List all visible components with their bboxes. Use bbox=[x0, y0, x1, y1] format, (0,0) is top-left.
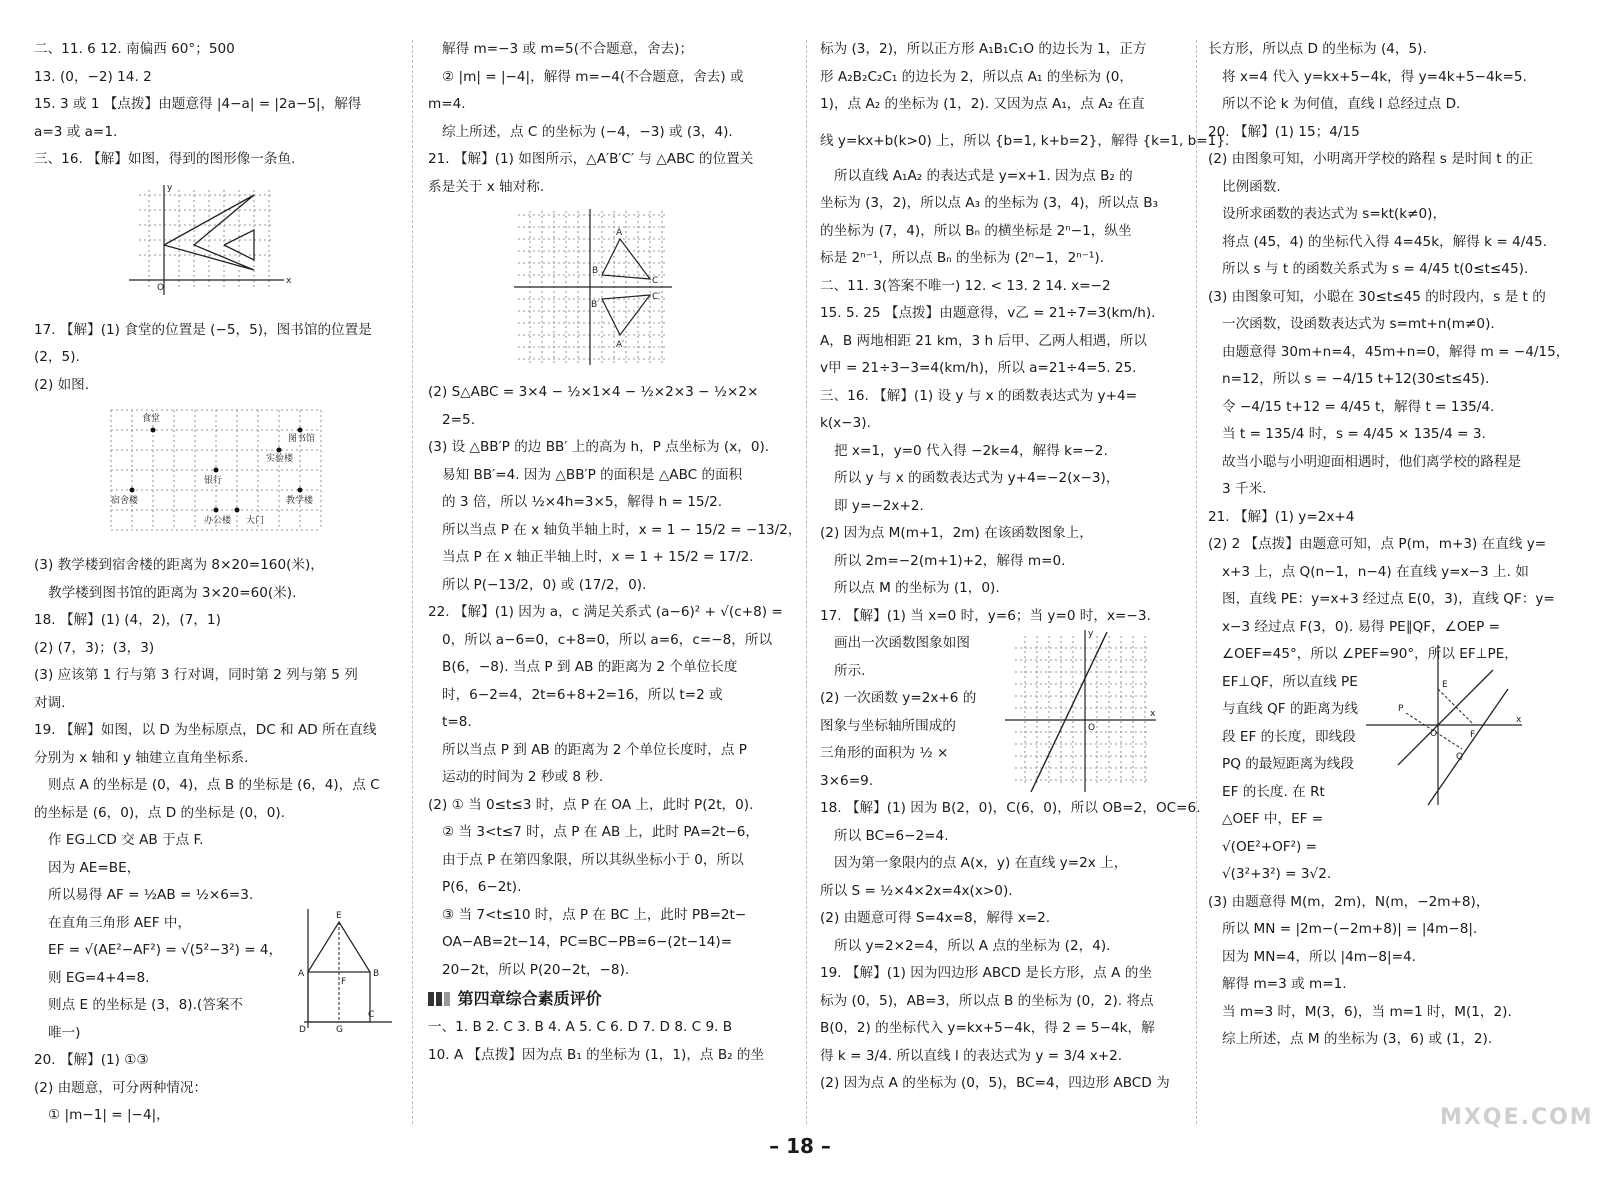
answer-line: 三、16. 【解】(1) 设 y 与 x 的函数表达式为 y+4= bbox=[820, 387, 1137, 404]
svg-text:x: x bbox=[1516, 714, 1522, 725]
answer-line: √(3²+3²) = 3√2. bbox=[1222, 866, 1332, 882]
triangle-reflection-figure bbox=[428, 207, 798, 371]
fig-label: B bbox=[373, 969, 380, 979]
answer-line: 标为 (0，5)，AB=3，所以点 B 的坐标为 (0，2). 将点 bbox=[820, 992, 1154, 1009]
answer-line: 教学楼到图书馆的距离为 3×20=60(米). bbox=[48, 584, 297, 601]
answer-line: 18. 【解】(1) (4，2)，(7，1) bbox=[34, 612, 221, 628]
answer-line: 得 k = 3/4. 所以直线 l 的表达式为 y = 3/4 x+2. bbox=[820, 1047, 1123, 1064]
answer-line: 当点 P 在 x 轴正半轴上时，x = 1 + 15/2 = 17/2. bbox=[442, 549, 754, 565]
answer-line: 对调. bbox=[34, 694, 66, 711]
answer-line: 21. 【解】(1) y=2x+4 bbox=[1208, 508, 1355, 525]
answer-line: ① |m−1| = |−4|， bbox=[48, 1107, 170, 1123]
column-2 bbox=[428, 36, 802, 1069]
answer-line: 20. 【解】(1) 15；4/15 bbox=[1208, 123, 1360, 140]
answer-line: (2) 由题意可得 S=4x=8，解得 x=2. bbox=[820, 910, 1051, 926]
answer-line: 15. 3 或 1 【点拨】由题意得 |4−a| = |2a−5|，解得 bbox=[34, 96, 362, 112]
answer-line: (2，5). bbox=[34, 349, 80, 365]
answer-line: ∠OEF=45°，所以 ∠PEF=90°，所以 EF⊥PE， bbox=[1222, 646, 1518, 662]
answer-line: 因为 AE=BE， bbox=[48, 859, 141, 876]
answer-line: B(0，2) 的坐标代入 y=kx+5−4k，得 2 = 5−4k，解 bbox=[820, 1020, 1155, 1036]
answer-line: 3 千米. bbox=[1222, 481, 1267, 497]
answer-line: 22. 【解】(1) 因为 a，c 满足关系式 (a−6)² + √(c+8) = bbox=[428, 604, 783, 620]
fig-label: P bbox=[1398, 703, 1404, 714]
answer-line: 3×6=9. bbox=[820, 772, 874, 789]
svg-text:x: x bbox=[1150, 709, 1156, 719]
answer-line: (3) 设 △BB′P 的边 BB′ 上的高为 h，P 点坐标为 (x，0). bbox=[428, 439, 770, 455]
answer-line: 长方形，所以点 D 的坐标为 (4，5). bbox=[1208, 41, 1427, 57]
fig-label: F bbox=[341, 977, 347, 987]
fig-label: E bbox=[1442, 679, 1448, 690]
answer-line: 线 y=kx+b(k>0) 上，所以 {b=1, k+b=2}，解得 {k=1, b=1}. bbox=[820, 132, 1230, 149]
answer-line: 图象与坐标轴所围成的 bbox=[820, 717, 956, 734]
answer-line: t=8. bbox=[442, 714, 472, 730]
answer-line: A，B 两地相距 21 km，3 h 后甲、乙两人相遇，所以 bbox=[820, 332, 1147, 349]
answer-line: 唯一) bbox=[48, 1024, 81, 1041]
answer-line: 18. 【解】(1) 因为 B(2，0)，C(6，0)，所以 OB=2，OC=6. bbox=[820, 800, 1201, 816]
answer-line: 当 t = 135/4 时，s = 4/45 × 135/4 = 3. bbox=[1222, 426, 1486, 442]
answer-line: 1)，点 A₂ 的坐标为 (1，2). 又因为点 A₁，点 A₂ 在直 bbox=[820, 96, 1145, 112]
campus-map-figure bbox=[34, 405, 404, 544]
answer-line: (3) 由图象可知，小聪在 30≤t≤45 的时段内，s 是 t 的 bbox=[1208, 288, 1546, 305]
answer-line: 在直角三角形 AEF 中， bbox=[48, 914, 192, 931]
answer-line: (3) 由题意得 M(m，2m)，N(m，−2m+8)， bbox=[1208, 893, 1490, 910]
fig-label: C bbox=[652, 276, 659, 286]
answer-line: (2) ① 当 0≤t≤3 时，点 P 在 OA 上，此时 P(2t，0). bbox=[428, 796, 754, 813]
section-title: 第四章综合素质评价 bbox=[457, 989, 602, 1008]
answer-line: 由题意得 30m+n=4，45m+n=0，解得 m = −4/15， bbox=[1222, 343, 1570, 360]
watermark: MXQE.COM bbox=[1440, 1105, 1594, 1130]
answer-line: ② 当 3<t≤7 时，点 P 在 AB 上，此时 PA=2t−6， bbox=[442, 824, 759, 840]
answer-line: 所示. bbox=[834, 662, 866, 679]
answer-line: OA−AB=2t−14，PC=BC−PB=6−(2t−14)= bbox=[442, 934, 733, 950]
answer-line: 15. 5. 25 【点拨】由题意得，v乙 = 21÷7=3(km/h). bbox=[820, 305, 1156, 321]
answer-line: 则点 A 的坐标是 (0，4)，点 B 的坐标是 (6，4)，点 C bbox=[48, 777, 380, 793]
answer-line: 形 A₂B₂C₂C₁ 的边长为 2，所以点 A₁ 的坐标为 (0， bbox=[820, 68, 1133, 85]
answer-line: ② |m| = |−4|，解得 m=−4(不合题意，舍去) 或 bbox=[442, 68, 744, 85]
answer-line: 三角形的面积为 ½ × bbox=[820, 745, 949, 761]
answer-line: 故当小聪与小明迎面相遇时，他们离学校的路程是 bbox=[1222, 453, 1522, 470]
map-label: 图书馆 bbox=[288, 434, 316, 444]
rectangle-figure bbox=[296, 904, 396, 1038]
answer-line: 标是 2ⁿ⁻¹，所以点 Bₙ 的坐标为 (2ⁿ−1，2ⁿ⁻¹). bbox=[820, 250, 1104, 266]
answer-line: 17. 【解】(1) 食堂的位置是 (−5，5)，图书馆的位置是 bbox=[34, 321, 372, 338]
answer-line: 时，6−2=4，2t=6+8+2=16，所以 t=2 或 bbox=[442, 686, 723, 703]
fig-label: C bbox=[368, 1010, 375, 1020]
answer-line: 综上所述，点 M 的坐标为 (3，6) 或 (1，2). bbox=[1222, 1031, 1493, 1047]
answer-line: 设所求函数的表达式为 s=kt(k≠0)， bbox=[1222, 206, 1447, 222]
answer-line: x−3 经过点 F(3，0). 易得 PE∥QF，∠OEP = bbox=[1222, 618, 1501, 635]
map-label: 银行 bbox=[204, 476, 223, 486]
answer-line: (2) 因为点 M(m+1，2m) 在该函数图象上， bbox=[820, 525, 1093, 541]
answer-line: (2) 一次函数 y=2x+6 的 bbox=[820, 690, 977, 706]
answer-line: 即 y=−2x+2. bbox=[834, 497, 924, 514]
answer-line: 所以直线 A₁A₂ 的表达式是 y=x+1. 因为点 B₂ 的 bbox=[834, 167, 1133, 184]
answer-line: EF⊥QF，所以直线 PE bbox=[1222, 673, 1358, 690]
answer-line: 由于点 P 在第四象限，所以其纵坐标小于 0，所以 bbox=[442, 851, 744, 868]
answer-line: 当 m=3 时，M(3，6)，当 m=1 时，M(1，2). bbox=[1222, 1003, 1512, 1020]
answer-line: 将点 (45，4) 的坐标代入得 4=45k，解得 k = 4/45. bbox=[1222, 233, 1547, 250]
svg-text:O: O bbox=[157, 282, 165, 293]
answer-line: 所以点 M 的坐标为 (1，0). bbox=[834, 580, 1000, 596]
fig-label: E bbox=[336, 911, 342, 921]
answer-line: 综上所述，点 C 的坐标为 (−4，−3) 或 (3，4). bbox=[442, 123, 733, 140]
fig-label: A′ bbox=[616, 340, 625, 350]
answer-line: PQ 的最短距离为线段 bbox=[1222, 756, 1354, 772]
answer-line: 所以易得 AF = ½AB = ½×6=3. bbox=[48, 887, 254, 903]
svg-text:y: y bbox=[167, 182, 173, 193]
answer-line: 解得 m=3 或 m=1. bbox=[1222, 976, 1347, 992]
map-label: 实验楼 bbox=[266, 454, 294, 464]
fig-label: A bbox=[616, 228, 623, 238]
answer-line: 将 x=4 代入 y=kx+5−4k，得 y=4k+5−4k=5. bbox=[1222, 68, 1527, 85]
answer-line: 所以 P(−13/2，0) 或 (17/2，0). bbox=[442, 576, 647, 593]
map-label: 大门 bbox=[246, 516, 265, 526]
answer-line: 令 −4/15 t+12 = 4/45 t，解得 t = 135/4. bbox=[1222, 398, 1495, 415]
answer-line: 标为 (3，2)，所以正方形 A₁B₁C₁O 的边长为 1，正方 bbox=[820, 41, 1147, 57]
answer-line: EF = √(AE²−AF²) = √(5²−3²) = 4， bbox=[48, 942, 283, 958]
answer-line: EF 的长度. 在 Rt bbox=[1222, 783, 1325, 800]
answer-line: k(x−3). bbox=[820, 415, 871, 431]
fig-label: F bbox=[1470, 729, 1476, 740]
svg-text:O: O bbox=[1088, 723, 1096, 733]
section-header bbox=[428, 984, 798, 1014]
fig-label: Q bbox=[1456, 751, 1464, 762]
answer-line: 10. A 【点拨】因为点 B₁ 的坐标为 (1，1)，点 B₂ 的坐 bbox=[428, 1046, 765, 1063]
map-label: 教学楼 bbox=[286, 496, 314, 506]
answer-line: 则点 E 的坐标是 (3，8).(答案不 bbox=[48, 997, 244, 1013]
fish-figure bbox=[34, 180, 404, 309]
answer-line: 运动的时间为 2 秒或 8 秒. bbox=[442, 769, 604, 785]
answer-line: (2) 由题意，可分两种情况： bbox=[34, 1079, 208, 1096]
answer-line: (2) (7，3)；(3，3) bbox=[34, 639, 155, 656]
answer-line: a=3 或 a=1. bbox=[34, 123, 118, 140]
answer-line: 20. 【解】(1) ①③ bbox=[34, 1052, 149, 1068]
answer-line: 17. 【解】(1) 当 x=0 时，y=6；当 y=0 时，x=−3. bbox=[820, 607, 1151, 624]
answer-line: (2) 如图. bbox=[34, 376, 90, 393]
answer-line: 所以当点 P 在 x 轴负半轴上时，x = 1 − 15/2 = −13/2， bbox=[442, 521, 802, 538]
answer-line: 所以 MN = |2m−(−2m+8)| = |4m−8|. bbox=[1222, 921, 1478, 937]
svg-text:x: x bbox=[286, 275, 292, 286]
answer-line: 一次函数，设函数表达式为 s=mt+n(m≠0). bbox=[1222, 316, 1495, 332]
answer-line: m=4. bbox=[428, 96, 466, 112]
answer-line: (3) 教学楼到宿舍楼的距离为 8×20=160(米)， bbox=[34, 557, 324, 573]
answer-line: P(6，6−2t). bbox=[442, 879, 522, 895]
column-1 bbox=[34, 36, 404, 1130]
answer-line: 因为第一象限内的点 A(x，y) 在直线 y=2x 上， bbox=[834, 855, 1128, 871]
answer-line: 19. 【解】如图，以 D 为坐标原点，DC 和 AD 所在直线 bbox=[34, 722, 377, 738]
answer-line: 所以 y=2×2=4，所以 A 点的坐标为 (2，4). bbox=[834, 937, 1111, 954]
page-number: – 18 – bbox=[769, 1134, 831, 1158]
fig-label: B bbox=[592, 266, 599, 276]
answer-line: 二、11. 3(答案不唯一) 12. < 13. 2 14. x=−2 bbox=[820, 277, 1111, 294]
answer-line: 2=5. bbox=[442, 411, 476, 428]
answer-line: 所以 y 与 x 的函数表达式为 y+4=−2(x−3)， bbox=[834, 470, 1120, 486]
answer-line: (2) 因为点 A 的坐标为 (0，5)，BC=4，四边形 ABCD 为 bbox=[820, 1075, 1170, 1091]
fig-label: A bbox=[298, 969, 305, 979]
answer-line: 19. 【解】(1) 因为四边形 ABCD 是长方形，点 A 的坐 bbox=[820, 965, 1152, 981]
answer-line: 则 EG=4+4=8. bbox=[48, 969, 150, 986]
answer-line: 的坐标为 (7，4)，所以 Bₙ 的横坐标是 2ⁿ−1，纵坐 bbox=[820, 222, 1132, 239]
answer-line: √(OE²+OF²) = bbox=[1222, 838, 1318, 855]
answer-line: 易知 BB′=4. 因为 △BB′P 的面积是 △ABC 的面积 bbox=[442, 466, 743, 483]
answer-line: △OEF 中，EF = bbox=[1222, 811, 1324, 827]
answer-line: 21. 【解】(1) 如图所示，△A′B′C′ 与 △ABC 的位置关 bbox=[428, 151, 754, 167]
fig-label: D bbox=[299, 1025, 306, 1034]
column-3 bbox=[820, 36, 1230, 1098]
answer-line: 分别为 x 轴和 y 轴建立直角坐标系. bbox=[34, 749, 249, 766]
answer-line: (2) 2 【点拨】由题意可知，点 P(m，m+3) 在直线 y= bbox=[1208, 536, 1547, 552]
answer-line: n=12，所以 s = −4/15 t+12(30≤t≤45). bbox=[1222, 371, 1490, 387]
answer-line: (2) 由图象可知，小明离开学校的路程 s 是时间 t 的正 bbox=[1208, 151, 1534, 167]
answer-line: B(6，−8). 当点 P 到 AB 的距离为 2 个单位长度 bbox=[442, 659, 738, 675]
fig-label: C′ bbox=[652, 292, 661, 302]
linear-graph-figure bbox=[1000, 626, 1160, 800]
answer-line: 20−2t，所以 P(20−2t，−8). bbox=[442, 961, 630, 978]
map-label: 食堂 bbox=[142, 414, 161, 424]
answer-line: 所以不论 k 为何值，直线 l 总经过点 D. bbox=[1222, 96, 1461, 112]
map-label: 办公楼 bbox=[204, 516, 232, 526]
answer-line: 的 3 倍，所以 ½×4h=3×5，解得 h = 15/2. bbox=[442, 494, 723, 510]
answer-line: v甲 = 21÷3−3=4(km/h)，所以 a=21÷4=5. 25. bbox=[820, 360, 1137, 376]
answer-line: 所以 S = ½×4×2x=4x(x>0). bbox=[820, 882, 1013, 899]
map-label: 宿舍楼 bbox=[111, 496, 139, 506]
answer-line: 比例函数. bbox=[1222, 178, 1281, 195]
fig-label: G bbox=[336, 1025, 343, 1034]
answer-line: 与直线 QF 的距离为线 bbox=[1222, 701, 1358, 717]
answer-line: 所以 s 与 t 的函数关系式为 s = 4/45 t(0≤t≤45). bbox=[1222, 261, 1529, 277]
answer-line: 作 EG⊥CD 交 AB 于点 F. bbox=[48, 832, 204, 848]
answer-line: (3) 应该第 1 行与第 3 行对调，同时第 2 列与第 5 列 bbox=[34, 667, 358, 683]
answer-line: (2) S△ABC = 3×4 − ½×1×4 − ½×2×3 − ½×2× bbox=[428, 384, 759, 400]
parallel-lines-figure bbox=[1358, 639, 1528, 813]
answer-line: 解得 m=−3 或 m=5(不合题意，舍去)； bbox=[442, 41, 694, 57]
answer-line: 图，直线 PE：y=x+3 经过点 E(0，3)，直线 QF：y= bbox=[1222, 591, 1555, 607]
answer-line: 系是关于 x 轴对称. bbox=[428, 178, 545, 195]
answer-line: 0，所以 a−6=0，c+8=0，所以 a=6，c=−8，所以 bbox=[442, 631, 773, 648]
column-4 bbox=[1208, 36, 1578, 1054]
answer-line: x+3 上，点 Q(n−1，n−4) 在直线 y=x−3 上. 如 bbox=[1222, 563, 1529, 580]
answer-line: 所以当点 P 到 AB 的距离为 2 个单位长度时，点 P bbox=[442, 741, 748, 758]
answer-line: 二、11. 6 12. 南偏西 60°；500 bbox=[34, 41, 235, 57]
answer-line: 所以 2m=−2(m+1)+2，解得 m=0. bbox=[834, 552, 1066, 569]
answer-line: 坐标为 (3，2)，所以点 A₃ 的坐标为 (3，4)，所以点 B₃ bbox=[820, 195, 1159, 211]
answer-line: 13. (0，−2) 14. 2 bbox=[34, 68, 152, 85]
answer-line: 一、1. B 2. C 3. B 4. A 5. C 6. D 7. D 8. C 9. B bbox=[428, 1019, 733, 1035]
fig-label: O bbox=[1430, 728, 1438, 739]
answer-line: 的坐标是 (6，0)，点 D 的坐标是 (0，0). bbox=[34, 804, 286, 821]
answer-line: 所以 BC=6−2=4. bbox=[834, 827, 949, 844]
answer-line: 三、16. 【解】如图，得到的图形像一条鱼. bbox=[34, 151, 296, 167]
answer-line: ③ 当 7<t≤10 时，点 P 在 BC 上，此时 PB=2t− bbox=[442, 906, 747, 923]
answer-line: 把 x=1，y=0 代入得 −2k=4，解得 k=−2. bbox=[834, 442, 1108, 459]
fig-label: B′ bbox=[591, 300, 600, 310]
svg-text:y: y bbox=[1088, 629, 1094, 639]
answer-line: 画出一次函数图象如图 bbox=[834, 635, 970, 651]
answer-line: 段 EF 的长度，即线段 bbox=[1222, 728, 1356, 745]
answer-line: 因为 MN=4，所以 |4m−8|=4. bbox=[1222, 948, 1416, 965]
